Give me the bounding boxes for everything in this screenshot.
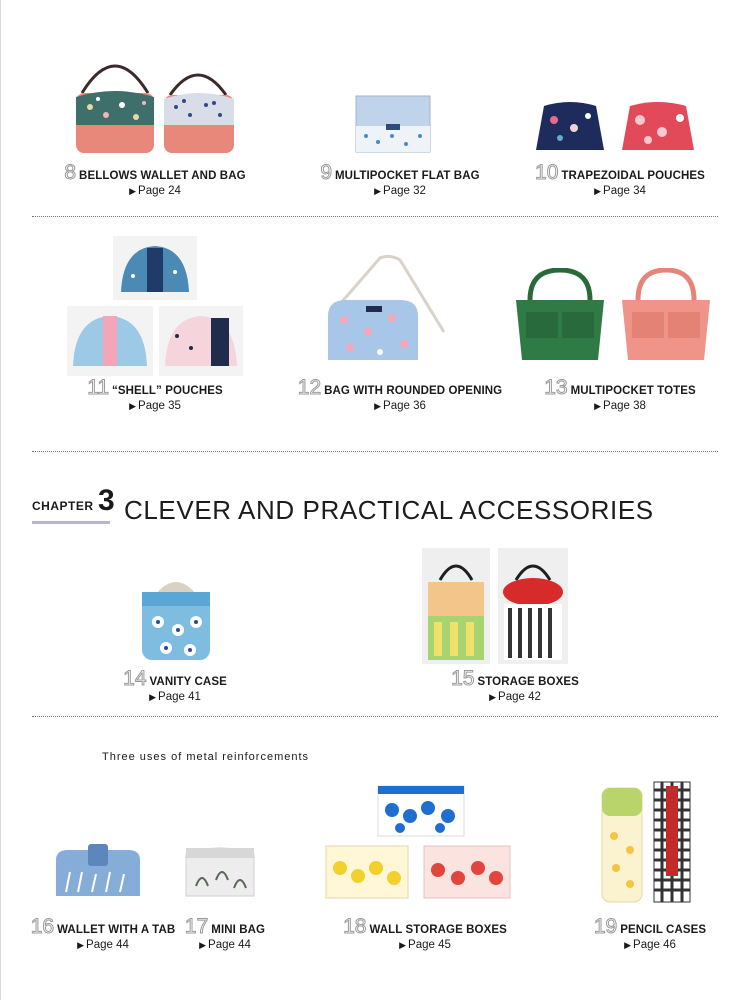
storage-boxes-photo bbox=[422, 548, 568, 664]
chapter-number: 3 bbox=[97, 484, 115, 517]
project-page: Page 46 bbox=[633, 939, 676, 951]
project-caption-11 bbox=[55, 377, 255, 412]
project-page: Page 36 bbox=[383, 400, 426, 412]
page-pointer-icon: ▶ bbox=[594, 401, 602, 411]
bellows-wallet-and-bag-photo bbox=[70, 45, 242, 157]
page-pointer-icon: ▶ bbox=[624, 940, 632, 950]
rounded-opening-bag-photo bbox=[320, 254, 452, 366]
project-title: “SHELL” POUCHES bbox=[112, 385, 223, 397]
page-pointer-icon: ▶ bbox=[77, 940, 85, 950]
chapter-label: CHAPTER bbox=[32, 499, 94, 513]
project-number: 12 bbox=[297, 376, 322, 399]
project-caption-14 bbox=[80, 668, 270, 703]
vanity-case-photo bbox=[136, 570, 216, 662]
section-divider bbox=[32, 716, 718, 717]
wallet-with-tab-photo bbox=[52, 842, 144, 900]
project-number: 13 bbox=[544, 376, 568, 399]
project-caption-16 bbox=[28, 916, 178, 951]
page-pointer-icon: ▶ bbox=[149, 692, 157, 702]
project-caption-12 bbox=[290, 377, 510, 412]
project-number: 16 bbox=[30, 915, 55, 938]
project-page: Page 42 bbox=[498, 691, 541, 703]
project-page: Page 41 bbox=[158, 691, 201, 703]
page-pointer-icon: ▶ bbox=[489, 692, 497, 702]
project-title: TRAPEZOIDAL POUCHES bbox=[561, 170, 705, 182]
project-number: 14 bbox=[123, 667, 147, 690]
section-note: Three uses of metal reinforcements bbox=[102, 751, 310, 763]
project-number: 18 bbox=[343, 915, 367, 938]
project-number: 11 bbox=[87, 376, 110, 399]
page-pointer-icon: ▶ bbox=[399, 940, 407, 950]
section-divider bbox=[32, 216, 718, 217]
project-page: Page 35 bbox=[138, 400, 181, 412]
page-pointer-icon: ▶ bbox=[129, 401, 137, 411]
multipocket-flat-bag-photo bbox=[352, 92, 434, 156]
shell-pouches-photo bbox=[65, 236, 245, 376]
chapter-underline bbox=[32, 521, 110, 524]
project-caption-8 bbox=[55, 162, 255, 197]
project-number: 15 bbox=[451, 667, 475, 690]
project-number: 10 bbox=[535, 161, 559, 184]
page-pointer-icon: ▶ bbox=[129, 186, 137, 196]
chapter-badge bbox=[32, 484, 115, 518]
project-caption-10 bbox=[520, 162, 720, 197]
project-title: MULTIPOCKET TOTES bbox=[570, 385, 696, 397]
project-title: PENCIL CASES bbox=[620, 924, 707, 936]
project-number: 9 bbox=[320, 161, 332, 184]
project-caption-17 bbox=[170, 916, 280, 951]
project-caption-19 bbox=[570, 916, 730, 951]
project-page: Page 24 bbox=[138, 185, 181, 197]
wall-storage-boxes-photo bbox=[324, 784, 514, 902]
page-edge-rule bbox=[0, 0, 1, 1000]
project-title: BAG WITH ROUNDED OPENING bbox=[324, 385, 503, 397]
project-caption-9 bbox=[300, 162, 500, 197]
project-title: MULTIPOCKET FLAT BAG bbox=[335, 170, 480, 182]
project-caption-13 bbox=[520, 377, 720, 412]
page-pointer-icon: ▶ bbox=[374, 401, 382, 411]
page-pointer-icon: ▶ bbox=[594, 186, 602, 196]
project-title: STORAGE BOXES bbox=[477, 676, 579, 688]
pencil-cases-photo bbox=[598, 780, 694, 906]
project-title: VANITY CASE bbox=[149, 676, 227, 688]
project-page: Page 45 bbox=[408, 939, 451, 951]
project-page: Page 44 bbox=[86, 939, 129, 951]
project-page: Page 38 bbox=[603, 400, 646, 412]
multipocket-totes-photo bbox=[512, 268, 712, 364]
mini-bag-photo bbox=[182, 840, 258, 900]
project-title: BELLOWS WALLET AND BAG bbox=[79, 170, 246, 182]
project-page: Page 32 bbox=[383, 185, 426, 197]
chapter-title: CLEVER AND PRACTICAL ACCESSORIES bbox=[124, 495, 654, 525]
page-pointer-icon: ▶ bbox=[199, 940, 207, 950]
project-page: Page 44 bbox=[208, 939, 251, 951]
project-number: 17 bbox=[184, 915, 209, 938]
project-number: 8 bbox=[64, 161, 77, 184]
section-divider bbox=[32, 451, 718, 452]
project-title: WALL STORAGE BOXES bbox=[369, 924, 507, 936]
trapezoidal-pouches-photo bbox=[530, 98, 700, 156]
project-caption-18 bbox=[330, 916, 520, 951]
project-title: MINI BAG bbox=[211, 924, 266, 936]
project-page: Page 34 bbox=[603, 185, 646, 197]
project-number: 19 bbox=[593, 915, 618, 938]
project-title: WALLET WITH A TAB bbox=[57, 924, 176, 936]
page-pointer-icon: ▶ bbox=[374, 186, 382, 196]
project-caption-15 bbox=[420, 668, 610, 703]
